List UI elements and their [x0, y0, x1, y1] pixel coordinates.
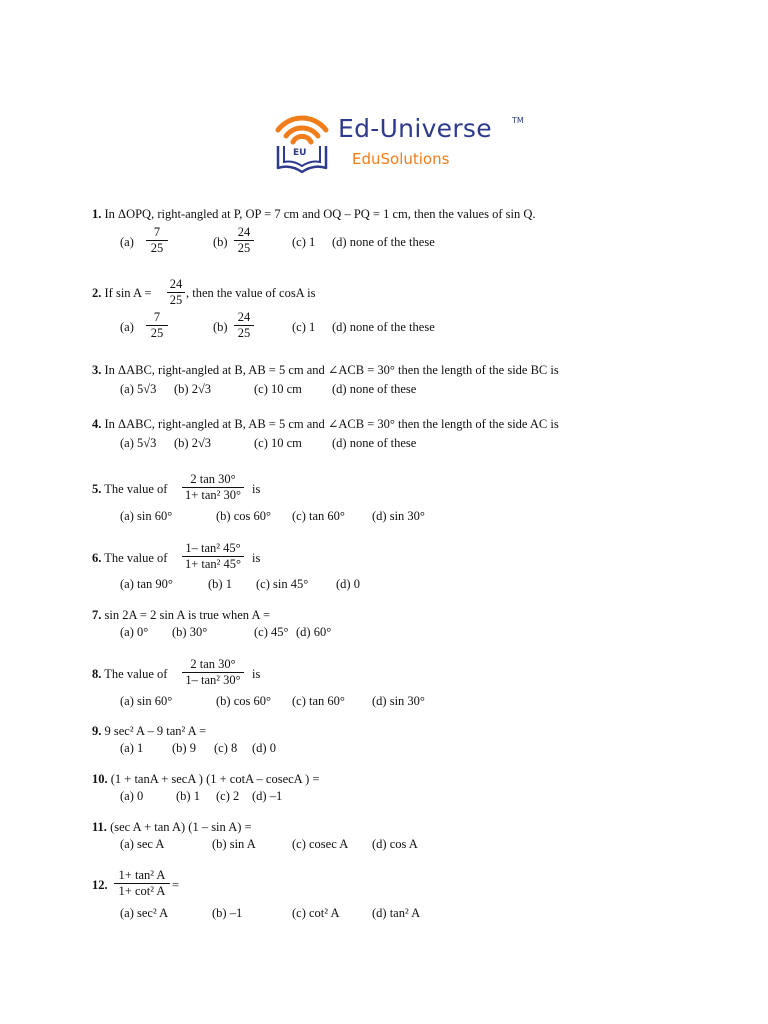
question-text: sin 2A = 2 sin A is true when A = — [104, 608, 271, 622]
option-a: (a) 1 — [120, 741, 144, 755]
option-d: (d) tan² A — [372, 906, 421, 920]
option-c: (c) sin 45° — [256, 577, 309, 591]
question-text: (sec A + tan A) (1 – sin A) = — [110, 820, 252, 834]
question-number: 5. — [92, 482, 102, 496]
option-a: (a) 0° — [120, 625, 149, 639]
question-text-prefix: The value of — [104, 667, 168, 681]
option-d: (d) –1 — [252, 789, 283, 803]
fraction-numerator: 1+ tan² A — [118, 868, 166, 882]
question-number: 2. — [92, 286, 102, 300]
question-number: 7. — [92, 608, 102, 622]
option-d: (d) none of these — [332, 436, 417, 450]
option-a: (a) 0 — [120, 789, 144, 803]
option-a-fraction — [146, 225, 168, 256]
brand-subtitle: EduSolutions — [352, 150, 450, 168]
question-number: 11. — [92, 820, 107, 834]
question-fraction — [114, 868, 170, 899]
option-a: (a) sec² A — [120, 906, 169, 920]
fraction-numerator: 2 tan 30° — [190, 472, 236, 486]
option-c: (c) 10 cm — [254, 436, 302, 450]
question-number: 4. — [92, 417, 102, 431]
option-d: (d) 0 — [336, 577, 360, 591]
option-c: (c) 1 — [292, 235, 316, 249]
option-a: (a) sin 60° — [120, 509, 173, 523]
fraction-numerator: 1– tan² 45° — [185, 541, 241, 555]
option-c: (c) 10 cm — [254, 382, 302, 396]
option-c: (c) 8 — [214, 741, 238, 755]
question-number: 6. — [92, 551, 102, 565]
fraction-denominator: 1+ tan² 45° — [184, 557, 242, 571]
question-number: 10. — [92, 772, 108, 786]
question-fraction — [182, 472, 244, 503]
fraction-numerator: 2 tan 30° — [190, 657, 236, 671]
question-number: 1. — [92, 207, 102, 221]
option-d: (d) 60° — [296, 625, 332, 639]
option-c: (c) 2 — [216, 789, 240, 803]
wifi-book-icon — [272, 112, 332, 178]
fraction-denominator: 25 — [237, 241, 251, 255]
question-number: 8. — [92, 667, 102, 681]
option-b-fraction — [234, 310, 254, 341]
option-b: (b) cos 60° — [216, 694, 271, 708]
question-text: (1 + tanA + secA ) (1 + cotA – cosecA ) = — [110, 772, 320, 786]
option-d: (d) none of the these — [332, 320, 435, 334]
fraction-denominator: 1– tan² 30° — [185, 673, 241, 687]
fraction-denominator: 1+ cot² A — [118, 884, 166, 898]
option-b: (b) — [213, 320, 228, 334]
option-c: (c) tan 60° — [292, 509, 345, 523]
option-a-fraction — [146, 310, 168, 341]
question-number: 9. — [92, 724, 102, 738]
question-text-suffix: is — [252, 667, 261, 681]
option-b: (b) 2√3 — [174, 382, 212, 396]
question-text-suffix: , then the value of cosA is — [186, 286, 316, 300]
option-a: (a) 5√3 — [120, 382, 157, 396]
option-b: (b) 1 — [208, 577, 232, 591]
question-text: In ΔABC, right-angled at B, AB = 5 cm and ∠ACB = 30° then the length of the side AC is — [104, 417, 559, 431]
brand-title: Ed-Universe — [338, 114, 492, 143]
question-fraction — [182, 657, 244, 688]
option-d: (d) cos A — [372, 837, 418, 851]
option-c: (c) cot² A — [292, 906, 340, 920]
option-d: (d) none of these — [332, 382, 417, 396]
fraction-denominator: 25 — [169, 293, 183, 307]
option-d: (d) none of the these — [332, 235, 435, 249]
fraction-numerator: 24 — [237, 225, 251, 239]
question-text: 9 sec² A – 9 tan² A = — [104, 724, 207, 738]
option-c: (c) tan 60° — [292, 694, 345, 708]
option-d: (d) sin 30° — [372, 694, 425, 708]
fraction-numerator: 7 — [153, 225, 161, 239]
question-number: 3. — [92, 363, 102, 377]
option-b: (b) 30° — [172, 625, 208, 639]
option-a: (a) 5√3 — [120, 436, 157, 450]
option-a: (a) tan 90° — [120, 577, 173, 591]
fraction-numerator: 24 — [169, 277, 183, 291]
question-text-suffix: = — [172, 878, 180, 892]
question-text-prefix: If sin A = — [104, 286, 152, 300]
option-c: (c) 1 — [292, 320, 316, 334]
option-b: (b) 9 — [172, 741, 196, 755]
option-c: (c) 45° — [254, 625, 289, 639]
option-b: (b) sin A — [212, 837, 256, 851]
question-number: 12. — [92, 878, 108, 892]
option-b: (b) 2√3 — [174, 436, 212, 450]
question-fraction — [167, 277, 185, 308]
option-b: (b) cos 60° — [216, 509, 271, 523]
brand-trademark: TM — [512, 116, 524, 125]
fraction-denominator: 25 — [237, 326, 251, 340]
question-text-suffix: is — [252, 551, 261, 565]
question-fraction — [182, 541, 244, 572]
fraction-denominator: 25 — [150, 241, 164, 255]
question-text: In ΔOPQ, right-angled at P, OP = 7 cm and OQ – PQ = 1 cm, then the values of sin Q. — [104, 207, 536, 221]
fraction-denominator: 25 — [150, 326, 164, 340]
option-b: (b) — [213, 235, 228, 249]
fraction-numerator: 24 — [237, 310, 251, 324]
option-c: (c) cosec A — [292, 837, 349, 851]
option-b-fraction — [234, 225, 254, 256]
option-b: (b) 1 — [176, 789, 200, 803]
question-text-prefix: The value of — [104, 551, 168, 565]
option-a: (a) sin 60° — [120, 694, 173, 708]
option-a: (a) — [120, 320, 134, 334]
option-a: (a) sec A — [120, 837, 165, 851]
option-d: (d) sin 30° — [372, 509, 425, 523]
fraction-denominator: 1+ tan² 30° — [184, 488, 242, 502]
brand-logo — [272, 112, 532, 178]
logo-badge-text: EU — [293, 148, 307, 158]
option-d: (d) 0 — [252, 741, 276, 755]
option-b: (b) –1 — [212, 906, 243, 920]
option-a: (a) — [120, 235, 134, 249]
question-text: In ΔABC, right-angled at B, AB = 5 cm and ∠ACB = 30° then the length of the side BC is — [104, 363, 559, 377]
question-text-prefix: The value of — [104, 482, 168, 496]
fraction-numerator: 7 — [153, 310, 161, 324]
question-text-suffix: is — [252, 482, 261, 496]
